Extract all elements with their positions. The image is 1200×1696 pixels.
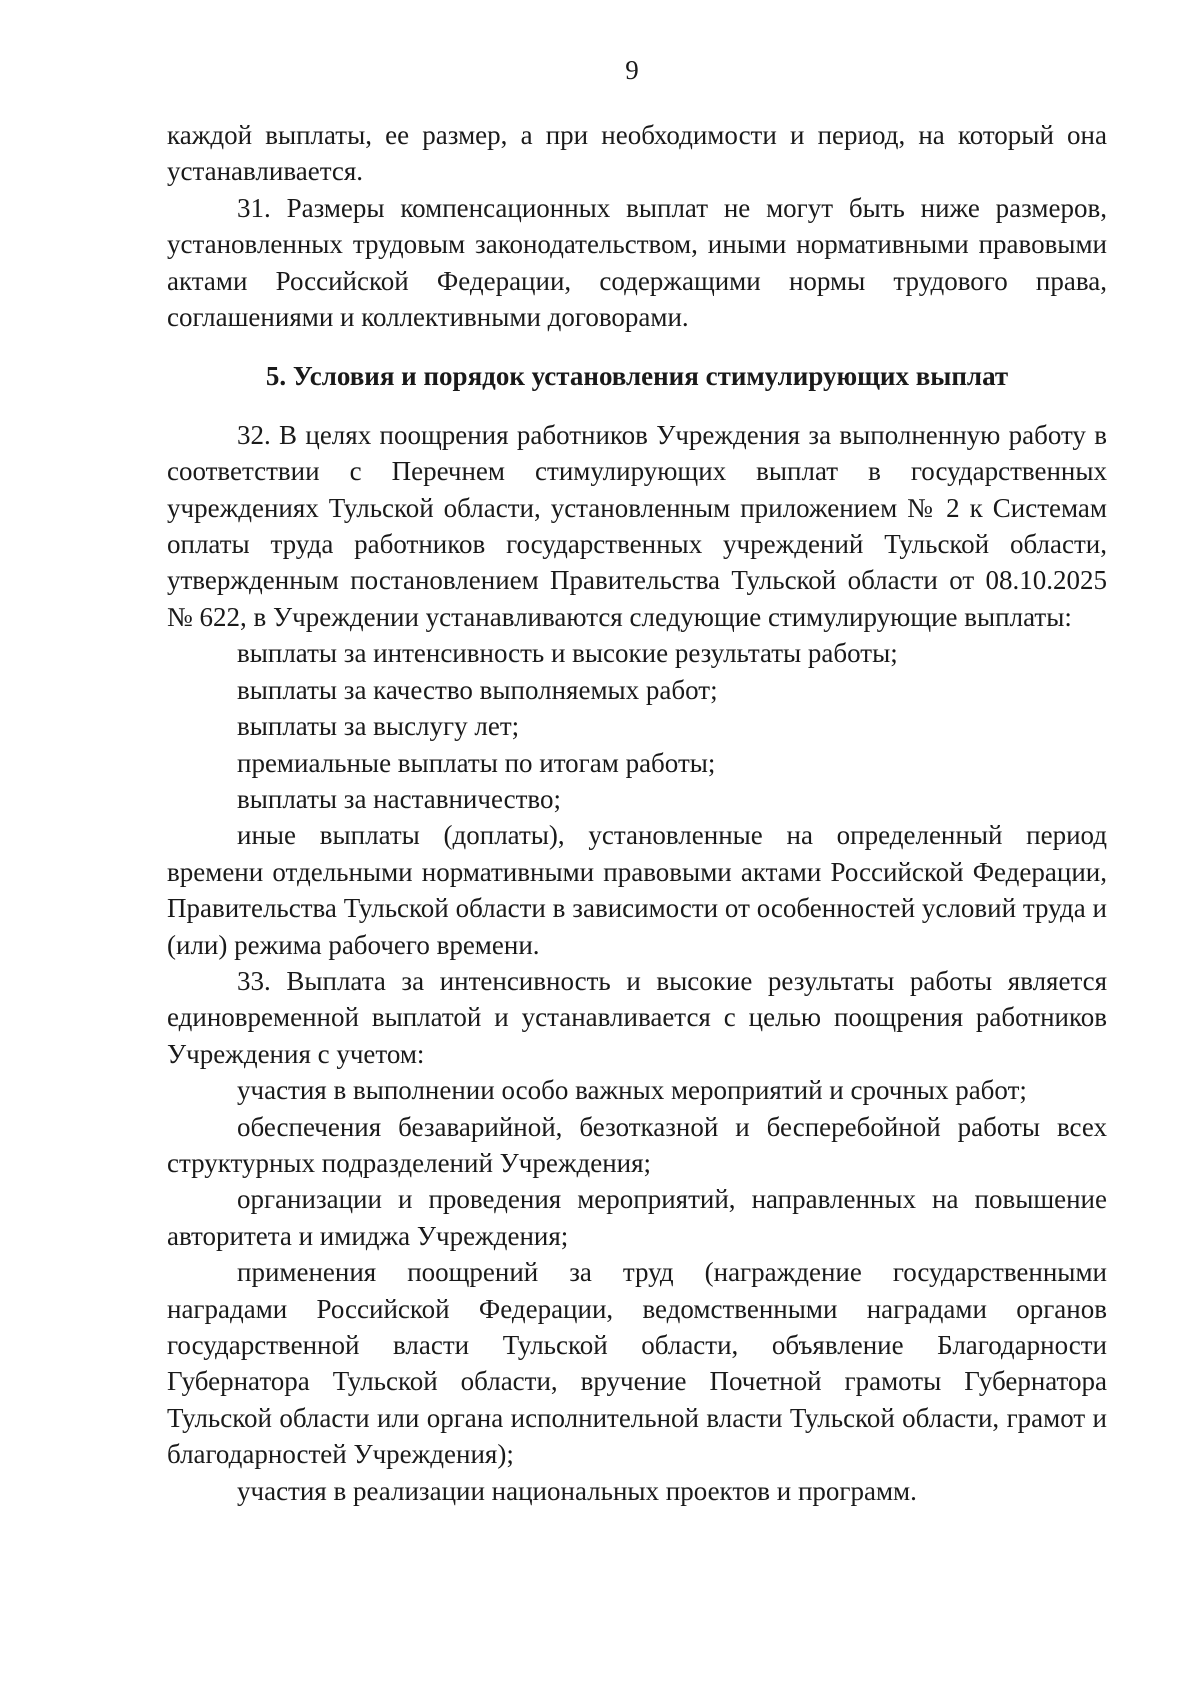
- list-item: иные выплаты (доплаты), установленные на определенный период времени отдельными нормативными правовыми актами Российской Федерации, Правительства Тульской области в зависимости от особенностей условий труда и (или) режима рабочего времени.: [167, 820, 1107, 960]
- page-number: 9: [625, 55, 639, 85]
- list-item: участия в выполнении особо важных мероприятий и срочных работ;: [237, 1075, 1027, 1106]
- paragraph-32: 32. В целях поощрения работников Учреждения за выполненную работу в соответствии с Перечнем стимулирующих выплат в государственных учреждениях Тульской области, установленным приложением № 2 к Системам оплаты труда работников государственных учреждений Тульской области, утвержденным постановлением Правительства Тульской области от 08.10.2025 № 622, в Учреждении устанавливаются следующие стимулирующие выплаты:: [167, 419, 1107, 632]
- list-item: выплаты за качество выполняемых работ;: [237, 674, 718, 705]
- paragraph-continuation: каждой выплаты, ее размер, а при необходимости и период, на который она устанавливается.: [167, 120, 1107, 187]
- list-item: обеспечения безаварийной, безотказной и бесперебойной работы всех структурных подразделений Учреждения;: [167, 1111, 1107, 1178]
- list-item: выплаты за наставничество;: [237, 783, 561, 814]
- list-item: участия в реализации национальных проектов и программ.: [237, 1475, 917, 1506]
- list-item: организации и проведения мероприятий, направленных на повышение авторитета и имиджа Учреждения;: [167, 1184, 1107, 1251]
- paragraph-33: 33. Выплата за интенсивность и высокие результаты работы является единовременной выплатой и устанавливается с целью поощрения работников Учреждения с учетом:: [167, 965, 1107, 1069]
- list-item: премиальные выплаты по итогам работы;: [237, 747, 716, 778]
- document-body: [167, 117, 1107, 1509]
- list-item: выплаты за интенсивность и высокие результаты работы;: [237, 638, 898, 669]
- list-item: выплаты за выслугу лет;: [237, 711, 520, 742]
- list-item: применения поощрений за труд (награждение государственными наградами Российской Федерации, ведомственными наградами органов государственной власти Тульской области, объявление Благодарности Губернатора Тульской области, вручение Почетной грамоты Губернатора Тульской области или органа исполнительной власти Тульской области, грамот и благодарностей Учреждения);: [167, 1257, 1107, 1470]
- paragraph-31: 31. Размеры компенсационных выплат не могут быть ниже размеров, установленных трудовым законодательством, иными нормативными правовыми актами Российской Федерации, содержащими нормы трудового права, соглашениями и коллективными договорами.: [167, 192, 1107, 333]
- section-heading: 5. Условия и порядок установления стимулирующих выплат: [265, 361, 1009, 392]
